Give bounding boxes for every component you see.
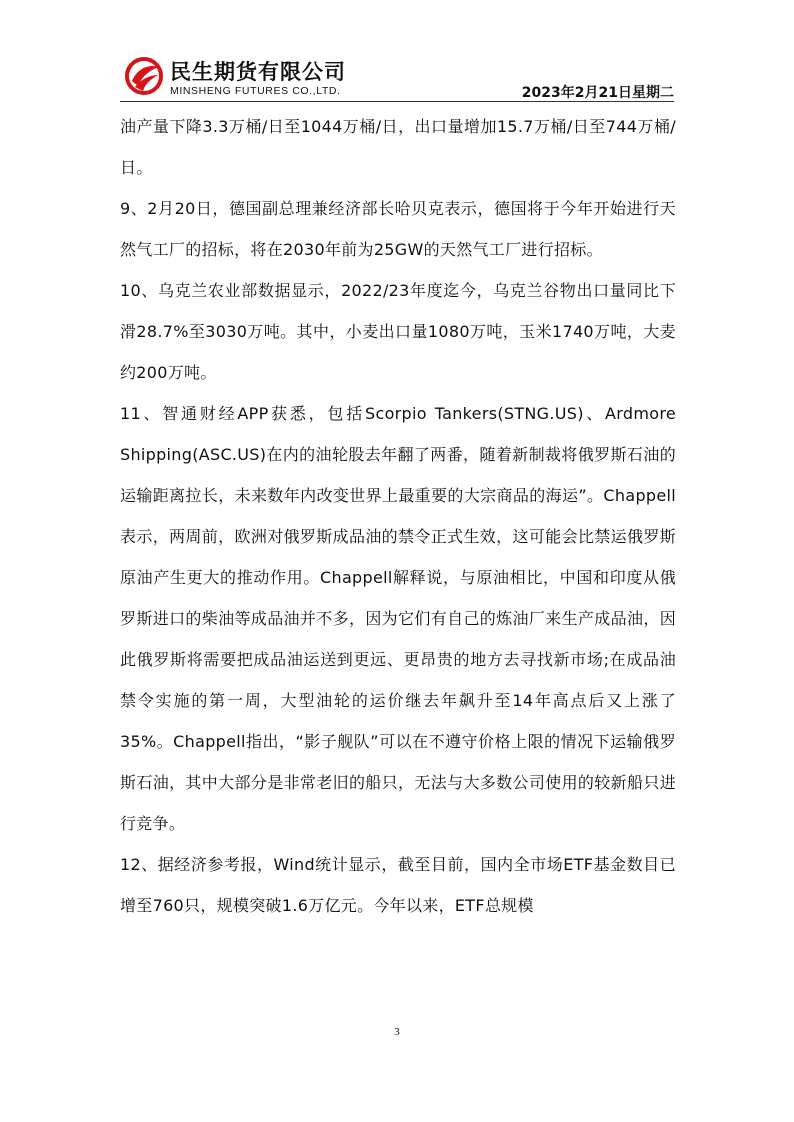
header-date: 2023年2月21日星期二 <box>521 85 674 101</box>
minsheng-logo-icon <box>124 56 164 96</box>
company-logo <box>124 56 364 100</box>
paragraph-10: 10、乌克兰农业部数据显示，2022/23年度迄今，乌克兰谷物出口量同比下滑28.7%至3030万吨。其中，小麦出口量1080万吨，玉米1740万吨，大麦约200万吨。 <box>120 281 676 382</box>
page-number: 3 <box>394 1026 400 1038</box>
paragraph-11: 11、智通财经APP获悉，包括Scorpio Tankers(STNG.US)、Ardmore Shipping(ASC.US)在内的油轮股去年翻了两番，随着新制裁将俄罗斯石油的运输距离拉长，未来数年内改变世界上最重要的大宗商品的海运”。Chappell表示，两周前，欧洲对俄罗斯成品油的禁令正式生效，这可能会比禁运俄罗斯原油产生更大的推动作用。Chappell解释说，与原油相比，中国和印度从俄罗斯进口的柴油等成品油并不多，因为它们有自己的炼油厂来生产成品油，因此俄罗斯将需要把成品油运送到更远、更昂贵的地方去寻找新市场;在成品油禁令实施的第一周，大型油轮的运价继去年飙升至14年高点后又上涨了 35%。Chappell指出，“影子舰队”可以在不遵守价格上限的情况下运输俄罗斯石油，其中大部分是非常老旧的船只，无法与大多数公司使用的较新船只进行竞争。 <box>120 404 676 833</box>
page-header <box>120 54 674 100</box>
company-name-en: MINSHENG FUTURES CO.,LTD. <box>170 85 341 97</box>
header-divider <box>120 101 674 102</box>
paragraph-8-continued: 油产量下降3.3万桶/日至1044万桶/日，出口量增加15.7万桶/日至744万桶/日。 <box>120 117 676 177</box>
document-body <box>120 106 676 926</box>
paragraph-9: 9、2月20日，德国副总理兼经济部长哈贝克表示，德国将于今年开始进行天然气工厂的招标，将在2030年前为25GW的天然气工厂进行招标。 <box>120 199 676 259</box>
company-name-cn: 民生期货有限公司 <box>170 60 346 84</box>
paragraph-12: 12、据经济参考报，Wind统计显示，截至目前，国内全市场ETF基金数目已增至760只，规模突破1.6万亿元。今年以来，ETF总规模 <box>120 855 676 915</box>
